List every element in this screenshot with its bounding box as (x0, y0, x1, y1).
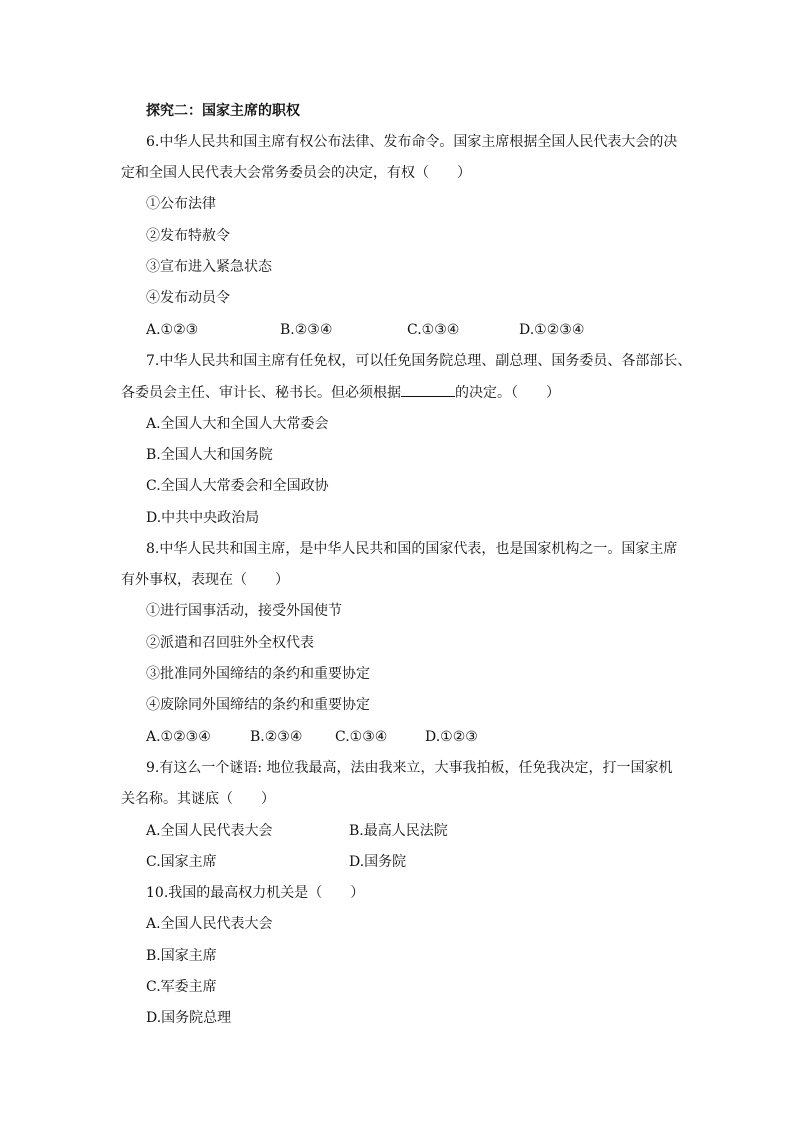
question-9-text-line-2: 关名称。其谜底（ ） (121, 791, 275, 807)
question-7-option-a: A.全国人大和全国人大常委会 (146, 416, 329, 432)
question-7-option-c: C.全国人大常委会和全国政协 (146, 478, 329, 494)
question-6-item-4: ④发布动员令 (146, 290, 230, 306)
question-6-options (0, 320, 794, 340)
question-6-item-3: ③宣布进入紧急状态 (146, 259, 272, 275)
question-8-option-a: A.①②③④ (146, 729, 211, 745)
question-8-options (0, 727, 794, 747)
question-8-option-c: C.①③④ (335, 729, 388, 745)
question-6-text-line-2: 定和全国人民代表大会常务委员会的决定，有权（ ） (121, 165, 471, 181)
question-7-text-after-blank: 的决定。（ ） (455, 385, 560, 401)
question-9-options-row-1 (0, 821, 794, 841)
question-6-option-b: B.②③④ (280, 322, 333, 338)
question-7-option-d: D.中共中央政治局 (146, 510, 260, 526)
question-8-text-line-1: 8.中华人民共和国主席，是中华人民共和国的国家代表，也是国家机构之一。国家主席 (146, 541, 678, 557)
question-9-options-row-2 (0, 852, 794, 872)
question-8-item-1: ①进行国事活动，接受外国使节 (146, 603, 342, 619)
answer-blank (401, 382, 455, 397)
question-8-item-2: ②派遣和召回驻外全权代表 (146, 635, 314, 651)
question-9-option-a: A.全国人民代表大会 (146, 823, 273, 839)
question-6-text-line-1: 6.中华人民共和国主席有权公布法律、发布命令。国家主席根据全国人民代表大会的决 (146, 134, 678, 150)
question-9-option-d: D.国务院 (349, 854, 407, 870)
question-10-option-d: D.国务院总理 (146, 1010, 232, 1026)
question-8-item-3: ③批准同外国缔结的条约和重要协定 (146, 666, 370, 682)
question-10-option-a: A.全国人民代表大会 (146, 916, 273, 932)
question-6-option-d: D.①②③④ (519, 322, 585, 338)
question-7-option-b: B.全国人大和国务院 (146, 447, 273, 463)
question-9-option-b: B.最高人民法院 (349, 823, 448, 839)
question-9-text-line-1: 9.有这么一个谜语: 地位我最高，法由我来立，大事我拍板，任免我决定，打一国家机 (146, 760, 673, 776)
question-8-option-b: B.②③④ (250, 729, 303, 745)
question-8-text-line-2: 有外事权，表现在（ ） (121, 572, 289, 588)
question-8-option-d: D.①②③ (425, 729, 478, 745)
question-7-text-line-1: 7.中华人民共和国主席有任免权，可以任免国务院总理、副总理、国务委员、各部部长、 (146, 353, 692, 369)
question-8-item-4: ④废除同外国缔结的条约和重要协定 (146, 697, 370, 713)
question-10-option-b: B.国家主席 (146, 948, 217, 964)
question-10-option-c: C.军委主席 (146, 979, 217, 995)
question-9-option-c: C.国家主席 (146, 854, 217, 870)
question-7-text-line-2 (121, 382, 560, 402)
section-title: 探究二：国家主席的职权 (146, 103, 300, 119)
question-6-item-2: ②发布特赦令 (146, 228, 230, 244)
question-6-option-a: A.①②③ (146, 322, 199, 338)
question-7-text-before-blank: 各委员会主任、审计长、秘书长。但必须根据 (121, 385, 401, 401)
question-6-item-1: ①公布法律 (146, 196, 216, 212)
question-10-text: 10.我国的最高权力机关是（ ） (146, 885, 365, 901)
question-6-option-c: C.①③④ (407, 322, 460, 338)
